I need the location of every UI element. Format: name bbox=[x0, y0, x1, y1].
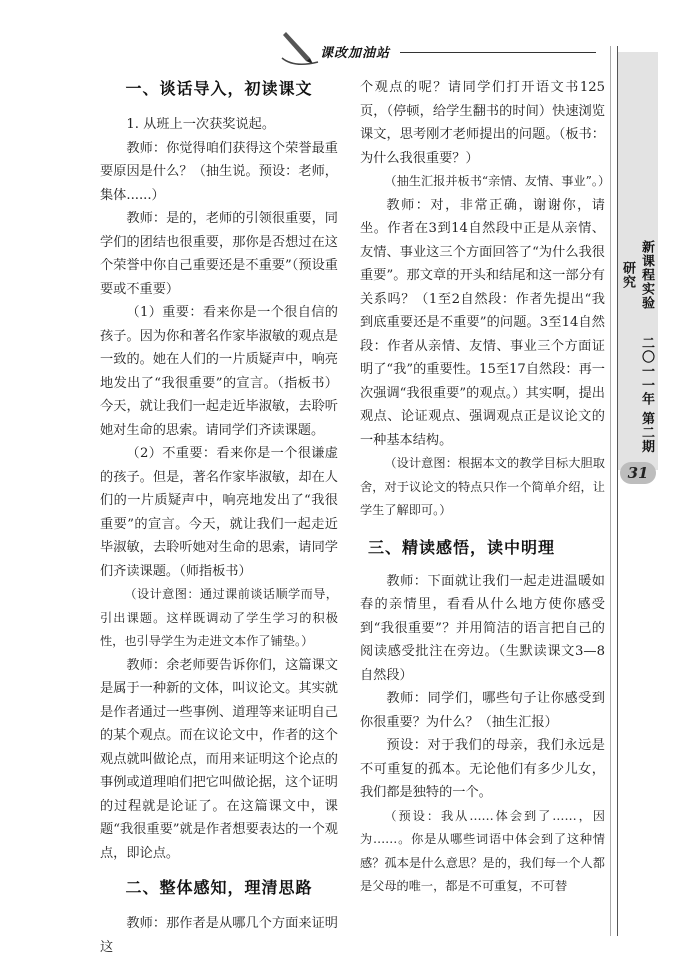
page-number: 31 bbox=[620, 462, 656, 484]
paragraph: 1. 从班上一次获奖说起。 bbox=[126, 117, 276, 132]
paragraph: （预设：我从……体会到了……，因为……。你是从哪些词语中体会到了这种情感？孤本是什么意思？是的，我们每一个人都是父母的唯一，都是不可重复，不可替 bbox=[360, 808, 605, 893]
paragraph: 教师：对，非常正确，谢谢你，请坐。作者在3到14自然段中正是从亲情、友情、事业这三个方面回答了“为什么我很重要”。那文章的开头和结尾和这一部分有关系吗？（1至2自然段：作者先提出“我到底重要还是不重要”的问题。3至14自然段：作者从亲情、友情、事业三个方面证明了“我”的重要性。15至17自然段：再一次强调“我很重要”的观点。）其实啊，提出观点、论证观点、强调观点正是议论文的一种基本结构。 bbox=[360, 197, 605, 448]
journal-name: 新课程实验研究 bbox=[620, 240, 654, 310]
header bbox=[280, 28, 610, 68]
section-heading-2: 二、整体感知，理清思路 bbox=[125, 878, 313, 897]
section-heading-1: 一、谈话导入，初读课文 bbox=[125, 79, 313, 98]
paragraph: 教师：那作者是从哪几个方面来证明这 bbox=[100, 916, 338, 955]
issue-label: 二〇一一年 第二期 bbox=[639, 336, 654, 454]
section-heading-3: 三、精读感悟，读中明理 bbox=[368, 537, 556, 557]
paragraph: 教师：是的，老师的引领很重要，同学们的团结也很重要，那你是否想过在这个荣誉中你自己重要还是不重要”（预设重要或不重要） bbox=[100, 211, 338, 297]
paragraph: 教师：你觉得咱们获得这个荣誉最重要原因是什么？（抽生说。预设：老师，集体......） bbox=[100, 140, 338, 203]
pen-icon bbox=[280, 28, 324, 68]
paragraph: 教师：下面就让我们一起走进温暖如春的亲情里，看看从什么地方使你感受到“我很重要”？并用简洁的语言把自己的阅读感受批注在旁边。（生默读课文3—8自然段） bbox=[360, 573, 605, 683]
header-title: 课改加油站 bbox=[320, 46, 391, 61]
left-column bbox=[100, 76, 338, 959]
paragraph: 教师：同学们，哪些句子让你感受到你很重要？为什么？（抽生汇报） bbox=[360, 691, 605, 730]
header-rule bbox=[400, 52, 596, 53]
right-column bbox=[360, 76, 611, 899]
paragraph: （1）重要：看来你是一个很自信的孩子。因为你和著名作家毕淑敏的观点是一致的。她在人们的一片质疑声中，响亮地发出了“我很重要”的宣言。（指板书）今天，就让我们一起走近毕淑敏，去聆听她对生命的思索。请同学们齐读课题。 bbox=[100, 305, 338, 438]
paragraph: 预设：对于我们的母亲，我们永远是不可重复的孤本。无论他们有多少儿女，我们都是独特的一个。 bbox=[360, 738, 605, 800]
design-note: （设计意图：通过课前谈话顺学而导，引出课题。这样既调动了学生学习的积极性，也引导学生为走进文本作了铺垫。） bbox=[100, 587, 338, 648]
paragraph: 教师：余老师要告诉你们，这篇课文是属于一种新的文体，叫议论文。其实就是作者通过一些事例、道理等来证明自己的某个观点。而在议论文中，作者的这个观点就叫做论点，而用来证明这个论点的事例或道理咱们把它叫做论据，这个证明的过程就是论证了。在这篇课文中，课题“我很重要”就是作者想要表达的一个观点，即论点。 bbox=[100, 657, 338, 861]
paragraph: （2）不重要：看来你是一个很谦虚的孩子。但是，著名作家毕淑敏，却在人们的一片质疑声中，响亮地发出了“我很重要”的宣言。今天，就让我们一起走近毕淑敏，去聆听她对生命的思索，请同学们齐读课题。（师指板书） bbox=[100, 446, 338, 579]
margin-rule-inner bbox=[610, 46, 611, 936]
design-note: （设计意图：根据本文的教学目标大胆取舍，对于议论文的特点只作一个简单介绍，让学生了解即可。） bbox=[360, 456, 605, 517]
paragraph: （抽生汇报并板书“亲情、友情、事业”。） bbox=[384, 174, 611, 188]
paragraph: 个观点的呢？请同学们打开语文书125页，（停顿，给学生翻书的时间）快速浏览课文，思考刚才老师提出的问题。（板书：为什么我很重要？） bbox=[360, 80, 605, 166]
